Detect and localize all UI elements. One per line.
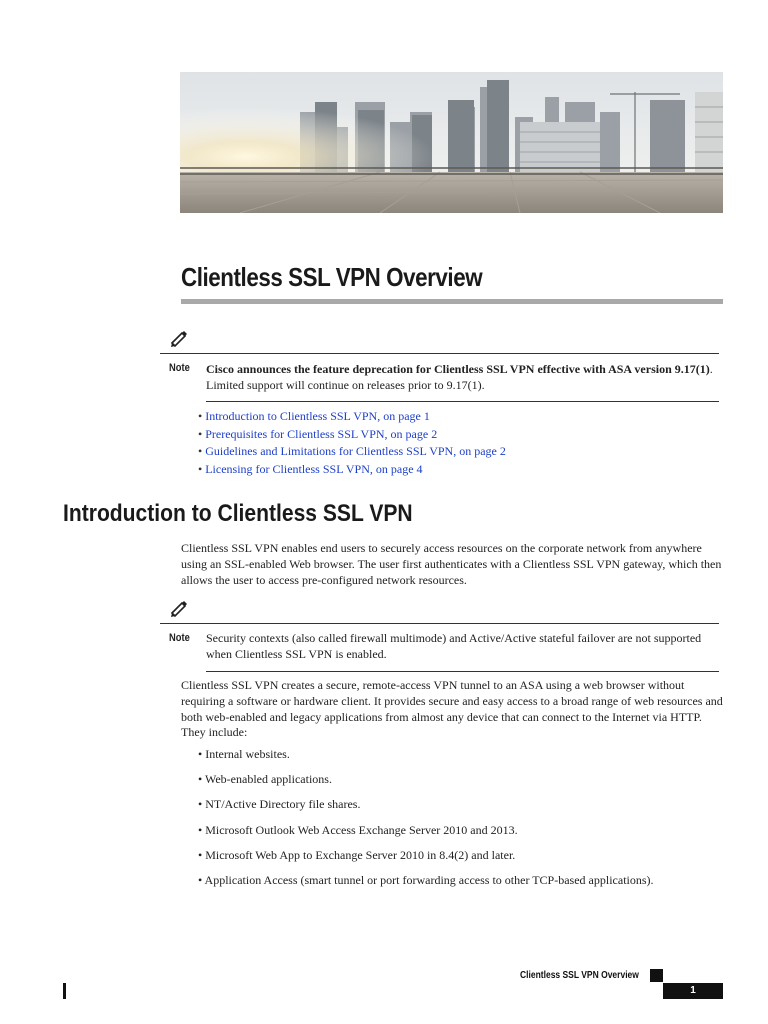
- note-text: [206, 361, 726, 393]
- note-bottom-rule: [206, 401, 719, 402]
- feature-list: [198, 747, 654, 898]
- note-label: Note: [169, 362, 190, 374]
- toc-item[interactable]: • Introduction to Clientless SSL VPN, on page 1: [198, 409, 430, 423]
- toc-item[interactable]: • Licensing for Clientless SSL VPN, on page 4: [198, 461, 423, 476]
- list-item: • Internal websites.: [198, 747, 290, 761]
- footer-title: Clientless SSL VPN Overview: [520, 970, 639, 981]
- list-item: • Web-enabled applications.: [198, 772, 332, 787]
- toc-list: [198, 408, 506, 478]
- list-item: • Application Access (smart tunnel or port forwarding access to other TCP-based applications).: [198, 872, 654, 887]
- toc-link[interactable]: Licensing for Clientless SSL VPN, on page 4: [205, 461, 423, 476]
- toc-link[interactable]: Introduction to Clientless SSL VPN, on page 1: [205, 409, 430, 423]
- banner-image: [180, 72, 723, 213]
- title-rule: [181, 299, 723, 304]
- toc-link[interactable]: Guidelines and Limitations for Clientless SSL VPN, on page 2: [205, 444, 506, 458]
- body-paragraph: Clientless SSL VPN creates a secure, remote-access VPN tunnel to an ASA using a web browser without requiring a software or hardware client. It provides secure and easy access to a broad range of web resources and both web-enabled and legacy applications from almost any device that can connect to the Internet via HTTP. They include:: [181, 678, 723, 740]
- list-item: • Microsoft Outlook Web Access Exchange Server 2010 and 2013.: [198, 822, 518, 837]
- section-title: Introduction to Clientless SSL VPN: [63, 500, 413, 527]
- note-text: Security contexts (also called firewall multimode) and Active/Active stateful failover are not supported when Clientless SSL VPN is enabled.: [206, 631, 702, 661]
- toc-item[interactable]: • Guidelines and Limitations for Clientless SSL VPN, on page 2: [198, 444, 506, 458]
- note-label: Note: [169, 632, 190, 644]
- pencil-icon: [168, 598, 190, 620]
- pencil-icon: [168, 328, 190, 350]
- list-item: • Microsoft Web App to Exchange Server 2010 in 8.4(2) and later.: [198, 847, 516, 862]
- chapter-title: Clientless SSL VPN Overview: [181, 262, 483, 292]
- note-top-rule: [160, 353, 719, 354]
- note-bottom-rule: [206, 671, 719, 672]
- note-rest-text: . Limited support will continue on releases prior to 9.17(1).: [206, 362, 713, 392]
- toc-link[interactable]: Prerequisites for Clientless SSL VPN, on page 2: [205, 426, 438, 441]
- page-number: 1: [663, 983, 723, 999]
- list-item: • NT/Active Directory file shares.: [198, 797, 361, 812]
- toc-item[interactable]: • Prerequisites for Clientless SSL VPN, on page 2: [198, 426, 438, 441]
- note-bold-text: Cisco announces the feature deprecation for Clientless SSL VPN effective with ASA version 9.17(1): [206, 362, 710, 376]
- footer-marker: [650, 969, 663, 982]
- note-top-rule: [160, 623, 719, 624]
- city-skyline-image: [180, 72, 723, 213]
- intro-paragraph: Clientless SSL VPN enables end users to securely access resources on the corporate network from anywhere using an SSL-enabled Web browser. The user first authenticates with a Clientless SSL VPN gateway, which then allows the user to access pre-configured network resources.: [181, 541, 722, 587]
- footer-left-marker: [63, 983, 66, 999]
